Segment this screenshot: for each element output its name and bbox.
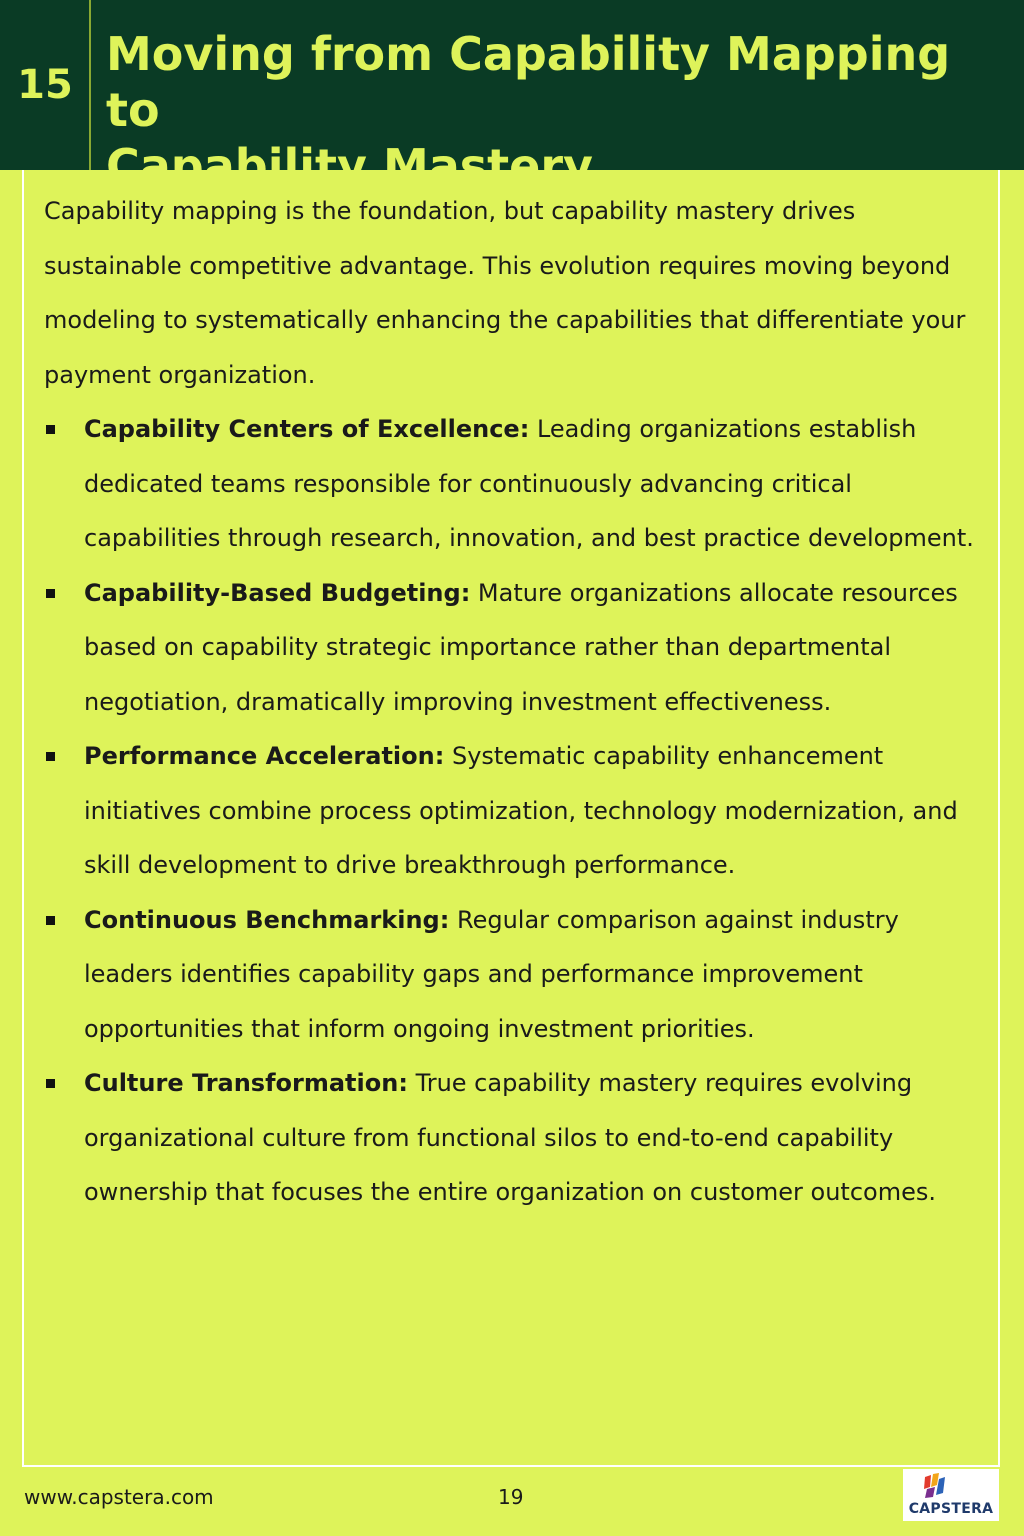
intro-paragraph: Capability mapping is the foundation, but capability mastery drives sustainable competitive advantage. This evolution requires moving beyond modeling to systematically enhancing the capabilities that differentiate your payment organization. xyxy=(44,197,966,389)
header-divider xyxy=(89,0,91,170)
bullet-item-centers-of-excellence xyxy=(44,402,989,566)
bullet-text: Leading organizations establish dedicated teams responsible for continuously advancing critical capabilities through research, innovation, and best practice development. xyxy=(84,415,974,552)
bullet-heading: Performance Acceleration: xyxy=(84,742,445,770)
capstera-logo xyxy=(903,1469,999,1521)
bullet-heading: Capability Centers of Excellence: xyxy=(84,415,530,443)
square-bullet-icon xyxy=(46,1079,55,1088)
logo-wordmark: CAPSTERA xyxy=(908,1501,994,1517)
bullet-text: Mature organizations allocate resources based on capability strategic importance rather than departmental negotiation, dramatically improving investment effectiveness. xyxy=(84,578,958,716)
square-bullet-icon xyxy=(46,425,55,434)
bullet-text: True capability mastery requires evolving organizational culture from functional silos to end-to-end capability ownership that focuses the entire organization on customer outcomes. xyxy=(84,1069,936,1206)
page-header xyxy=(0,0,1024,193)
square-bullet-icon xyxy=(46,752,55,761)
bullet-heading: Culture Transformation: xyxy=(84,1069,408,1097)
bullet-item-culture-transformation xyxy=(44,1056,989,1220)
bullet-text: Systematic capability enhancement initiatives combine process optimization, technology modernization, and skill development to drive breakthrough performance. xyxy=(84,742,958,879)
bullet-item-capability-based-budgeting xyxy=(44,566,989,730)
bullet-heading: Capability-Based Budgeting: xyxy=(84,578,471,607)
bullet-text: Regular comparison against industry leaders identifies capability gaps and performance improvement opportunities that inform ongoing investment priorities. xyxy=(84,905,899,1043)
capstera-logo-icon xyxy=(921,1471,947,1499)
footer-website-link[interactable]: www.capstera.com xyxy=(24,1485,214,1509)
page-title: Moving from Capability Mapping to Capability Mastery xyxy=(106,27,951,193)
bullet-heading: Continuous Benchmarking: xyxy=(84,905,450,934)
square-bullet-icon xyxy=(46,589,55,598)
square-bullet-icon xyxy=(46,916,55,925)
bullet-item-performance-acceleration xyxy=(44,729,989,893)
bullet-list xyxy=(44,402,989,1220)
section-number: 15 xyxy=(17,62,73,108)
bullet-item-continuous-benchmarking xyxy=(44,893,989,1057)
page-number: 19 xyxy=(498,1485,524,1509)
